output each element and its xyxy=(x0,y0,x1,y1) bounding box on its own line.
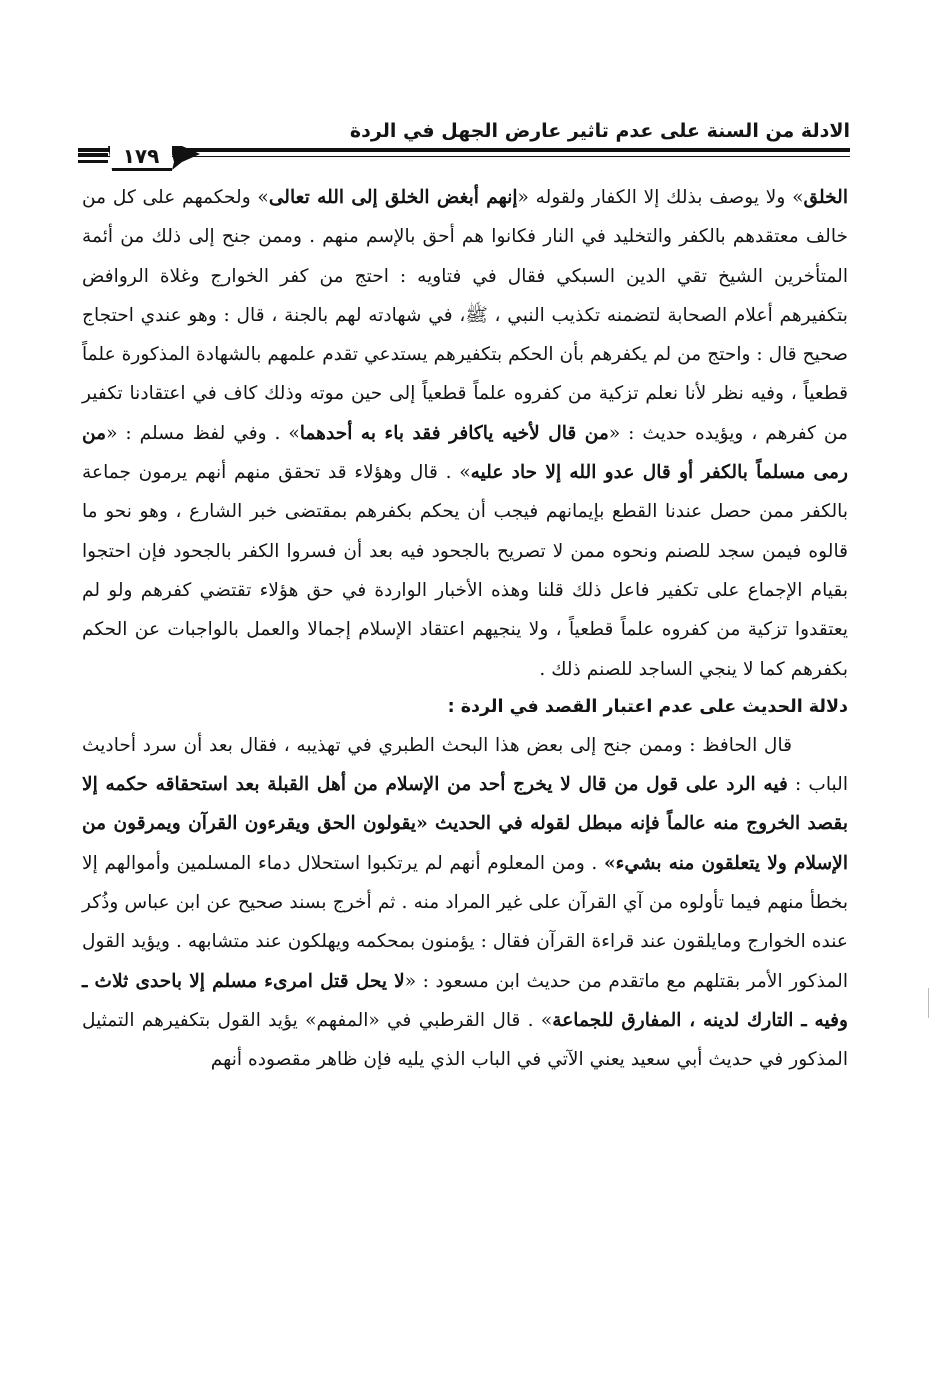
page-number: ١٧٩ xyxy=(110,144,172,168)
text-run: » . قال وهؤلاء قد تحقق منهم أنهم يرمون جماعة بالكفر ممن حصل عندنا القطع بإيمانهم فيجب أن يحكم بكفرهم بمقتضى خبر الشارع ، وهو نحو ما قالوه فيمن سجد للصنم ونحوه ممن لا تصريح بالجحود فيه بعد أن فسروا الكفر بالجحود فإن احتجوا بقيام الإجماع على تكفير فاعل ذلك قلنا وهذه الأخبار الواردة في حق هؤلاء تقتضي كفرهم ولو لم يعتقدوا تزكية من كفروه علماً قطعياً ، ولا ينجيهم اعتقاد الإسلام إجمالا والعمل بالواجبات عن الحكم بكفرهم كما لا ينجي الساجد للصنم ذلك . xyxy=(82,462,848,680)
paragraph-1 xyxy=(82,178,848,689)
margin-mark xyxy=(928,988,929,1018)
text-run: » . وفي لفظ مسلم : « xyxy=(106,422,300,444)
text-run: » ولحكمهم على كل من خالف معتقدهم بالكفر والتخليد في النار فكانوا هم أحق بالإسم منهم . وممن جنح إلى ذلك من أئمة المتأخرين الشيخ تقي الدين السبكي فقال في فتاويه : احتج من كفر الخوارج وغلاة الروافض بتكفيرهم أعلام الصحابة لتضمنه تكذيب النبي ، ﷺ، في شهادته لهم بالجنة ، قال : وهو عندي احتجاج صحيح قال : واحتج من لم يكفرهم بأن الحكم بتكفيرهم يستدعي تقدم علمهم بالشهادة المذكورة علماً قطعياً ، وفيه نظر لأنا نعلم تزكية من كفروه علماً قطعياً إلى حين موته وذلك كاف في اعتقادنا تكفير من كفرهم ، ويؤيده حديث : « xyxy=(82,187,848,444)
page-number-ornament xyxy=(78,142,202,172)
text-run: » . قال القرطبي في «المفهم» يؤيد القول بتكفيرهم التمثيل المذكور في حديث أبي سعيد يعني الآتي في الباب الذي يليه فإن ظاهر مقصوده أنهم xyxy=(82,1009,848,1071)
quoted-text: إنهم أبغض الخلق إلى الله تعالى xyxy=(268,187,518,208)
quoted-text: من رمى مسلماً بالكفر أو قال عدو الله إلا حاد عليه xyxy=(82,422,848,484)
quoted-text: فيه الرد على قول من قال لا يخرج أحد من الإسلام من أهل القبلة بعد استحقاقه حكمه إلا بقصد الخروج منه عالماً فإنه مبطل لقوله في الحديث «يقولون الحق ويقرءون القرآن ويمرقون من الإسلام ولا يتعلقون منه بشيء» xyxy=(82,774,848,874)
running-title: الادلة من السنة على عدم تاثير عارض الجهل في الردة xyxy=(349,120,850,142)
page-header xyxy=(78,112,850,172)
page-body xyxy=(82,178,848,1080)
paragraph-2 xyxy=(82,726,848,1080)
quoted-text: من قال لأخيه ياكافر فقد باء به أحدهما xyxy=(299,422,609,444)
text-run: » ولا يوصف بذلك إلا الكفار ولقوله « xyxy=(517,187,804,208)
section-heading: دلالة الحديث على عدم اعتبار القصد في الردة : xyxy=(447,696,848,717)
text-run: قال الحافظ : وممن جنح إلى بعض هذا البحث الطبري في تهذيبه ، فقال بعد أن سرد أحاديث الباب : xyxy=(82,734,848,796)
text-run: . ومن المعلوم أنهم لم يرتكبوا استحلال دماء المسلمين وأموالهم إلا بخطأ منهم فيما تأولوه من آي القرآن على غير المراد منه . ثم أخرج بسند صحيح عن ابن عباس وذُكر عنده الخوارج ومايلقون عند قراءة القرآن فقال : يؤمنون بمحكمه ويهلكون عند متشابهه . ويؤيد القول المذكور الأمر بقتلهم مع ماتقدم من حديث ابن مسعود : « xyxy=(82,852,848,992)
quoted-text: الخلق xyxy=(803,187,848,208)
quoted-text: لا يحل قتل امرىء مسلم إلا باحدى ثلاث ـ وفيه ـ التارك لدينه ، المفارق للجماعة xyxy=(82,970,849,1031)
